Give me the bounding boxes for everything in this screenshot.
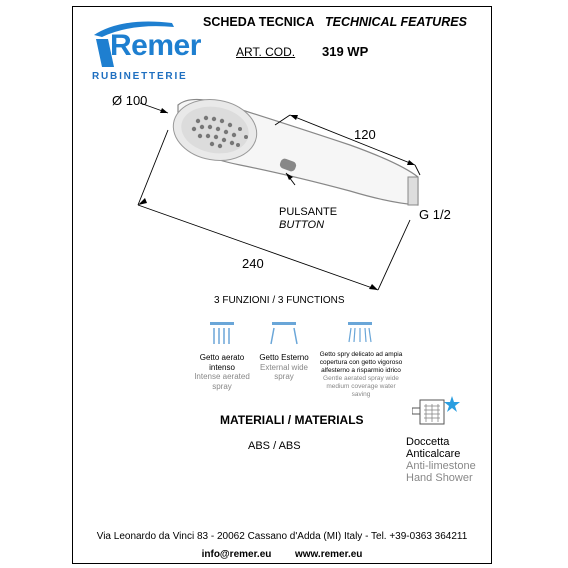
external-spray-icon [270, 322, 298, 346]
function-3-it-1: Getto spry delicato ad ampia [319, 351, 403, 358]
diameter-label: Ø 100 [112, 93, 148, 108]
brand-logo [92, 15, 201, 85]
footer-contacts [72, 549, 492, 560]
title-italian: SCHEDA TECNICA [203, 15, 315, 29]
button-label-it: PULSANTE [279, 206, 338, 218]
function-2-it: Getto Esterno [259, 353, 309, 362]
shower-drawing [120, 85, 440, 300]
function-3-en-1: Gentle aerated spray wide [323, 375, 399, 382]
head-length-label: 120 [354, 127, 376, 142]
brand-name: Remer [110, 29, 201, 62]
total-length-label: 240 [242, 256, 264, 271]
footer-website[interactable]: www.remer.eu [294, 549, 363, 560]
anticalc-en-2: Hand Shower [406, 472, 473, 484]
anticalc-text [406, 436, 476, 484]
function-2-en-1: External wide [259, 362, 309, 372]
anticalc-icon [412, 396, 464, 430]
materials-value: ABS / ABS [248, 440, 301, 452]
brand-subtitle: RUBINETTERIE [92, 71, 188, 82]
materials-title: MATERIALI / MATERIALS [220, 413, 364, 427]
function-3-text [316, 351, 406, 399]
anticalc-en-1: Anti-limestone [406, 460, 476, 472]
function-3-en-2: medium coverage water [326, 383, 396, 390]
anticalc-it-2: Anticalcare [406, 448, 461, 460]
function-1-en-1: Intense aerated [194, 372, 250, 381]
anticalc-it-1: Doccetta [406, 436, 450, 448]
function-1-it: Getto aerato intenso [199, 353, 245, 372]
gentle-spray-icon [346, 322, 374, 346]
shower-head-shape [168, 93, 418, 205]
function-3-en-3: saving [351, 391, 371, 398]
thread-label: G 1/2 [419, 207, 451, 222]
function-3-it-3: alfesterno a risparmio idrico [321, 367, 401, 374]
functions-title: 3 FUNZIONI / 3 FUNCTIONS [214, 295, 345, 306]
art-cod-value: 319 WP [322, 44, 369, 59]
footer-email[interactable]: info@remer.eu [201, 549, 272, 560]
title-english: TECHNICAL FEATURES [325, 15, 467, 29]
function-1-text [186, 353, 258, 391]
function-2-text [256, 353, 312, 382]
aerated-spray-icon [208, 322, 236, 346]
button-label-en: BUTTON [279, 219, 325, 231]
function-1-en-2: spray [212, 381, 232, 391]
art-cod-label: ART. COD. [236, 45, 296, 59]
function-3-it-2: copertura con getto vigoroso [319, 359, 403, 366]
footer-address: Via Leonardo da Vinci 83 - 20062 Cassano d'Adda (MI) Italy - Tel. +39-0363 364211 [96, 531, 468, 542]
function-2-en-2: spray [274, 372, 294, 381]
